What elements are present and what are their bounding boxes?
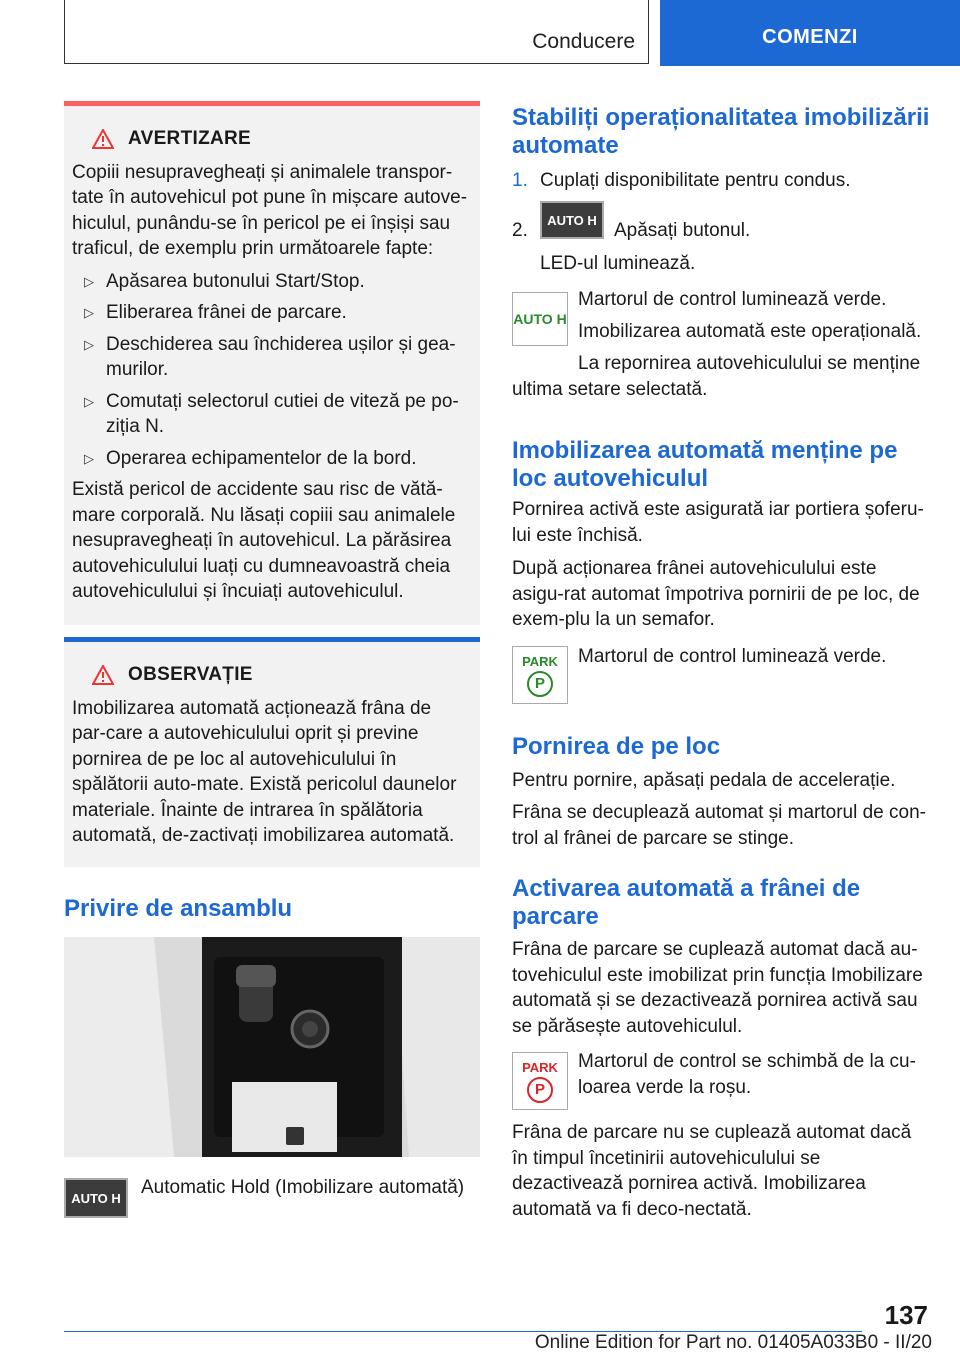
note-text: Imobilizarea automată acționează frâna de par-care a autovehiculului oprit și previne pornirea de pe loc al autovehiculului în spălătorii auto-mate. Există pericolul daunelor materiale. Înainte de intrarea în spălătoria automată, de-zactivați imobilizarea automată. (72, 697, 457, 846)
list-item: ▷ Comutați selectorul cutiei de viteză pe po-ziția N. (72, 389, 470, 440)
start-p1: Pentru pornire, apăsați pedala de accelerație. (512, 770, 896, 791)
holds-indicator-text: Martorul de control luminează verde. (578, 646, 887, 667)
triangle-bullet-icon: ▷ (84, 393, 94, 409)
list-item: ▷ Eliberarea frânei de parcare. (72, 300, 470, 326)
footer-edition: Online Edition for Part no. 01405A033B0 - II/20 (534, 1332, 932, 1353)
warning-outro: Există pericol de accidente sau risc de vătă-mare corporală. Nu lăsați copiii sau animalele nesupravegheați în autovehicul. La părăsirea autovehiculului luați cu dumneavoastră cheia autovehiculului și încuiați autovehiculul. (72, 479, 456, 602)
triangle-bullet-icon: ▷ (84, 450, 94, 466)
center-console-photo (64, 937, 480, 1157)
restart-text: La repornirea autovehiculului se menține ultima setare selectată. (512, 353, 921, 400)
auto-hold-button-icon: AUTO H (64, 1178, 128, 1218)
led-text: LED-ul luminează. (540, 253, 696, 274)
note-title: OBSERVAȚIE (92, 662, 470, 688)
start-p2: Frâna se decuplează automat și martorul de con-trol al frânei de parcare se stinge. (512, 802, 926, 849)
auto-park-p1: Frâna de parcare se cuplează automat dacă au-tovehiculul este imobilizat prin funcția Imobilizare automată și se dezactivează pornirea activă sau se părăsește autovehiculul. (512, 939, 923, 1037)
step-2-text: Apăsați butonul. (614, 220, 751, 241)
start-heading: Pornirea de pe loc (512, 733, 721, 760)
auto-hold-button-icon: AUTO H (540, 201, 604, 239)
step-1: 1. Cuplați disponibilitate pentru condus. (512, 170, 851, 191)
list-item: ▷ Deschiderea sau închiderea ușilor și gea-murilor. (72, 332, 470, 383)
holds-p1: Pornirea activă este asigurată iar portiera șoferu-lui este închisă. (512, 499, 924, 546)
auto-hold-indicator-icon: AUTO H (512, 292, 568, 346)
triangle-bullet-icon: ▷ (84, 273, 94, 289)
establish-heading: Stabiliți operaționalitatea imobilizării automate (512, 104, 930, 159)
warning-box (64, 101, 480, 625)
triangle-bullet-icon: ▷ (84, 336, 94, 352)
console-illustration (64, 937, 480, 1157)
notice-icon (92, 665, 114, 685)
list-item: ▷ Apăsarea butonului Start/Stop. (72, 269, 470, 295)
warning-icon (92, 129, 114, 149)
holds-heading: Imobilizarea automată menține pe loc autovehiculul (512, 437, 898, 492)
park-green-indicator-icon: PARK P (512, 646, 568, 704)
list-item: ▷ Operarea echipamentelor de la bord. (72, 446, 470, 472)
auto-park-heading: Activarea automată a frânei de parcare (512, 875, 861, 930)
auto-park-indicator-text: Martorul de control se schimbă de la cu-loarea verde la roșu. (578, 1051, 916, 1098)
indicator-green-text: Martorul de control luminează verde. (578, 289, 887, 310)
chapter-tab[interactable]: COMENZI (660, 0, 960, 66)
holds-p2: După acționarea frânei autovehiculului este asigu-rat automat împotriva pornirii de pe loc, de exem-plu la un semafor. (512, 558, 920, 630)
operational-text: Imobilizarea automată este operațională. (578, 321, 922, 342)
page-number: 137 (884, 1300, 928, 1330)
park-red-indicator-icon: PARK P (512, 1052, 568, 1110)
step-2-num: 2. (512, 220, 528, 241)
overview-caption: Automatic Hold (Imobilizare automată) (141, 1177, 465, 1198)
triangle-bullet-icon: ▷ (84, 305, 94, 320)
warning-intro: Copiii nesupravegheați și animalele transpor-tate în autovehicul pot pune în mișcare autove-hiculul, punându-se în pericol pe ei înșiși sau traficul, de exemplu prin următoarele fapte: (72, 161, 468, 259)
auto-park-p2: Frâna de parcare nu se cuplează automat dacă în timpul încetinirii autovehiculului se dezactivează pornirea activă. Imobilizarea automată va fi deco-nectată. (512, 1122, 912, 1220)
overview-heading: Privire de ansamblu (64, 895, 293, 922)
warning-title: AVERTIZARE (92, 126, 470, 152)
note-box (64, 637, 480, 867)
section-title: Conducere (532, 30, 635, 53)
